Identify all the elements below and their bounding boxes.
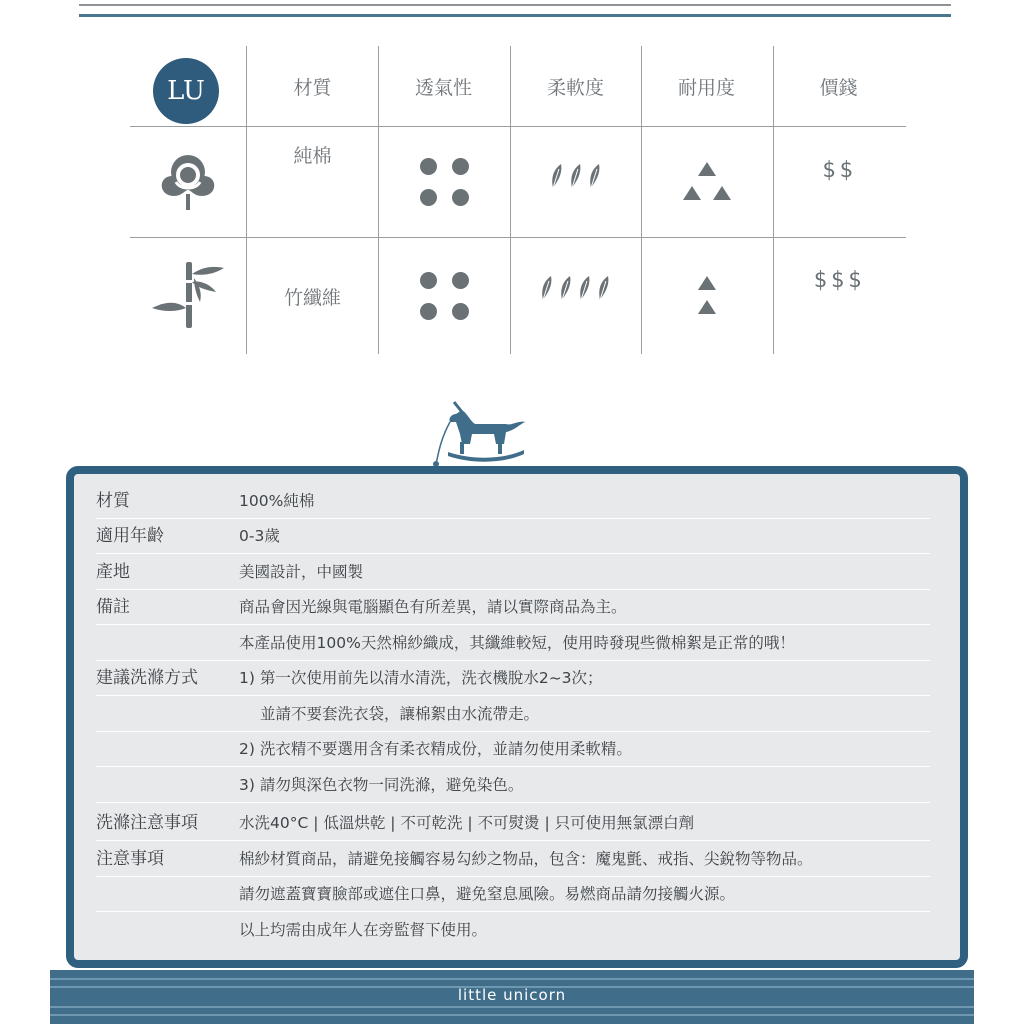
durability-triangles <box>641 238 773 354</box>
softness-leaves <box>510 127 641 237</box>
header-durability: 耐用度 <box>677 76 735 99</box>
material-name: 純棉 <box>293 145 332 167</box>
feather-icon <box>569 163 583 189</box>
spec-value: 以上均需由成年人在旁監督下使用。 <box>239 921 488 939</box>
rocking-horse-icon <box>432 400 532 470</box>
price-level: $$$ <box>813 267 866 293</box>
spec-value: 本產品使用100%天然棉紗織成，其纖維較短，使用時發現些微棉絮是正常的哦！ <box>239 634 795 652</box>
dot-icon <box>420 272 437 289</box>
spec-value: 0-3歲 <box>239 527 280 545</box>
spec-row <box>96 590 930 625</box>
spec-value: 2) 洗衣精不要選用含有柔衣精成份，並請勿使用柔軟精。 <box>239 740 632 758</box>
material-name: 竹纖維 <box>283 286 341 309</box>
spec-label: 備註 <box>96 597 130 617</box>
spec-label: 產地 <box>96 562 130 582</box>
dot-icon <box>452 303 469 320</box>
spec-value: 3) 請勿與深色衣物一同洗滌，避免染色。 <box>239 776 524 794</box>
breathability-dots <box>378 127 510 237</box>
header-price: 價錢 <box>819 76 858 99</box>
cotton-flower-icon <box>130 127 246 237</box>
spec-value: 美國設計，中國製 <box>239 563 364 581</box>
price-level: $$ <box>822 157 857 183</box>
spec-row <box>96 555 930 590</box>
spec-value: 100%純棉 <box>239 492 315 510</box>
spec-row <box>96 768 930 803</box>
spec-value: 1) 第一次使用前先以清水清洗，洗衣機脫水2~3次； <box>239 669 603 687</box>
triangle-icon <box>698 162 716 176</box>
spec-row <box>96 484 930 519</box>
feather-icon <box>550 163 564 189</box>
top-divider-blue <box>79 14 951 17</box>
spec-value: 水洗40°C | 低溫烘乾 | 不可乾洗 | 不可熨燙 | 只可使用無氯漂白劑 <box>239 814 695 832</box>
dot-icon <box>452 189 469 206</box>
spec-row <box>96 913 930 948</box>
header-material: 材質 <box>293 76 332 99</box>
spec-label: 建議洗滌方式 <box>96 668 198 688</box>
spec-value: 棉紗材質商品，請避免接觸容易勾紗之物品，包含：魔鬼氈、戒指、尖銳物等物品。 <box>239 850 813 868</box>
dot-icon <box>452 272 469 289</box>
durability-triangles <box>641 127 773 237</box>
spec-row <box>96 661 930 696</box>
triangle-icon <box>698 300 716 314</box>
spec-row <box>96 877 930 912</box>
feather-icon <box>578 275 592 301</box>
triangle-icon <box>683 186 701 200</box>
spec-row <box>96 732 930 767</box>
brand-footer <box>50 970 974 1024</box>
lu-logo-badge: LU <box>153 58 219 124</box>
dot-icon <box>452 158 469 175</box>
spec-label: 適用年齡 <box>96 526 164 546</box>
spec-label: 注意事項 <box>96 849 164 869</box>
triangle-icon <box>713 186 731 200</box>
header-breathability: 透氣性 <box>414 76 472 99</box>
spec-value: 請勿遮蓋寶寶臉部或遮住口鼻，避免窒息風險。易燃商品請勿接觸火源。 <box>239 885 736 903</box>
spec-value: 並請不要套洗衣袋，讓棉絮由水流帶走。 <box>260 705 540 723</box>
dot-icon <box>420 303 437 320</box>
spec-value: 商品會因光線與電腦顯色有所差異，請以實際商品為主。 <box>239 598 627 616</box>
brand-name: little unicorn <box>457 986 567 1004</box>
top-divider-gray <box>79 4 951 6</box>
spec-label: 材質 <box>96 491 130 511</box>
dot-icon <box>420 189 437 206</box>
spec-label: 洗滌注意事項 <box>96 813 198 833</box>
dot-icon <box>420 158 437 175</box>
softness-leaves <box>510 238 641 354</box>
feather-icon <box>597 275 611 301</box>
spec-row <box>96 842 930 877</box>
breathability-dots <box>378 238 510 354</box>
feather-icon <box>559 275 573 301</box>
triangle-icon <box>698 276 716 290</box>
spec-row <box>96 626 930 661</box>
material-comparison-table <box>130 46 906 354</box>
spec-row <box>96 697 930 732</box>
feather-icon <box>540 275 554 301</box>
header-softness: 柔軟度 <box>546 76 604 99</box>
spec-row <box>96 806 930 841</box>
bamboo-icon <box>130 238 246 354</box>
feather-icon <box>588 163 602 189</box>
spec-row <box>96 519 930 554</box>
